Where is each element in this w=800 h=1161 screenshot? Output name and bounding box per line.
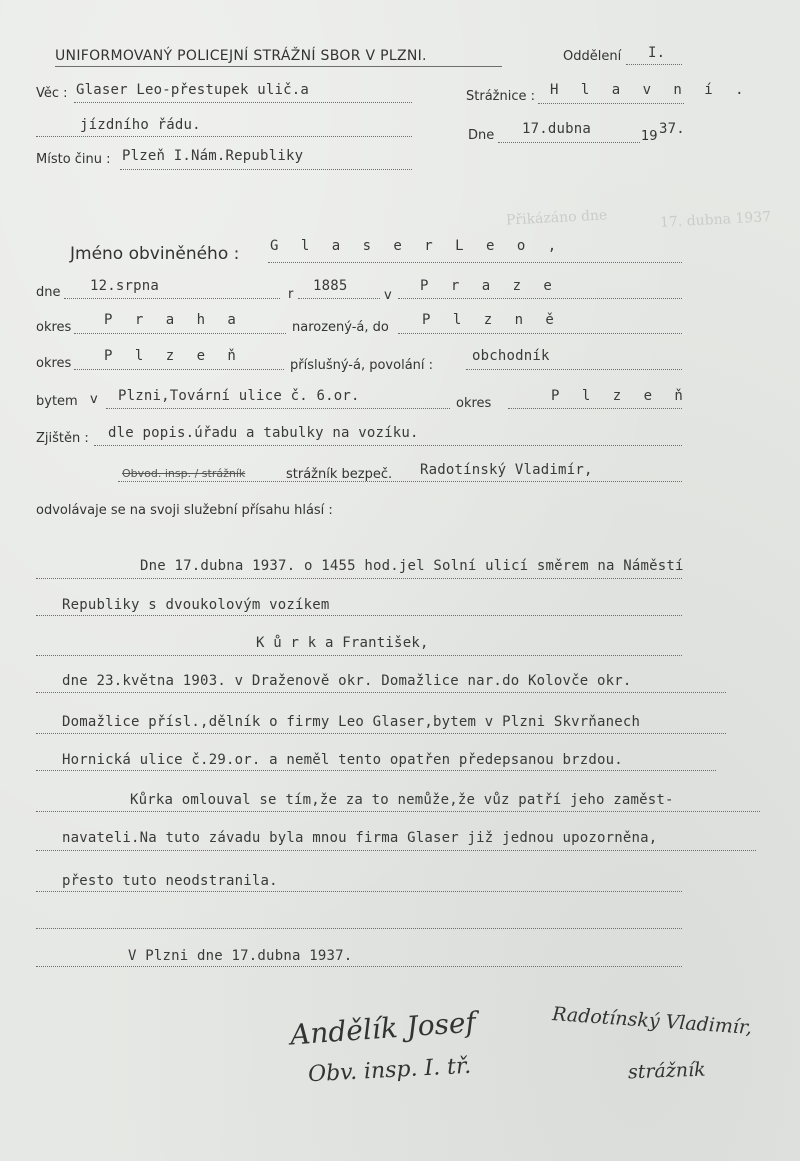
report-line: přesto tuto neodstranila.	[62, 873, 278, 889]
matter-label: Věc :	[36, 86, 68, 101]
location-value: Plzeň I.Nám.Republiky	[122, 148, 304, 164]
department-label: Oddělení	[563, 49, 622, 64]
residence-prefix: v	[90, 392, 98, 407]
officer-name: Radotínský Vladimír,	[420, 462, 593, 478]
year-prefix: 19	[641, 129, 658, 144]
residence-label: bytem	[36, 394, 78, 409]
page-title: UNIFORMOVANÝ POLICEJNÍ STRÁŽNÍ SBOR V PLZNI.	[55, 48, 427, 64]
station-label: Strážnice :	[466, 89, 535, 104]
residence-value: Plzni,Tovární ulice č. 6.or.	[118, 388, 360, 404]
officer-label: strážník bezpeč.	[286, 467, 393, 482]
born-year: 1885	[313, 278, 348, 294]
date-label: Dne	[468, 128, 495, 143]
station-value: H l a v n í .	[550, 82, 751, 98]
in-label: v	[384, 288, 392, 303]
right-signature-title: strážník	[627, 1058, 707, 1084]
report-line: dne 23.května 1903. v Draženově okr. Domažlice nar.do Kolovče okr.	[62, 673, 632, 689]
oath-text: odvolávaje se na svoji služební přísahu hlásí :	[36, 503, 333, 518]
report-line: Hornická ulice č.29.or. a neměl tento opatřen předepsanou brzdou.	[62, 752, 623, 768]
ghost-stamp-date: 17. dubna 1937	[659, 209, 772, 231]
matter-line1: Glaser Leo-přestupek ulič.a	[76, 82, 309, 98]
ghost-stamp-received: Přikázáno dne	[505, 207, 608, 229]
date-value: 17.dubna	[522, 121, 592, 137]
department-value: I.	[648, 45, 666, 61]
found-value: dle popis.úřadu a tabulky na vozíku.	[108, 425, 419, 441]
left-signature: Andělík Josef	[289, 1005, 477, 1052]
report-line: Republiky s dvoukolovým vozíkem	[62, 597, 330, 613]
born-date: 12.srpna	[90, 278, 160, 294]
year-label: r	[288, 287, 294, 302]
report-line: Dne 17.dubna 1937. o 1455 hod.jel Solní ulicí směrem na Náměstí	[140, 558, 684, 574]
district1-label: okres	[36, 320, 72, 335]
right-signature: Radotínský Vladimír,	[551, 1003, 753, 1039]
born-label: dne	[36, 285, 61, 300]
location-label: Místo činu :	[36, 152, 111, 167]
matter-line2: jízdního řádu.	[80, 117, 201, 133]
occupation-value: obchodník	[472, 348, 550, 364]
birth-value: P l z n ě	[422, 312, 561, 328]
report-line: navateli.Na tuto závadu byla mnou firma Glaser již jednou upozorněna,	[62, 830, 658, 846]
report-line: Kůrka omlouval se tím,že za to nemůže,že vůz patří jeho zaměst-	[130, 792, 674, 808]
born-place: P r a z e	[420, 278, 559, 294]
struck-rank: Obvod. insp. / strážník	[122, 467, 246, 480]
district3-value: P l z e ň	[551, 388, 690, 404]
accused-name-value: G l a s e r L e o ,	[270, 238, 564, 254]
belong-label: příslušný-á, povolání :	[290, 358, 434, 373]
report-line: Domažlice přísl.,dělník o firmy Leo Glaser,bytem v Plzni Skvrňanech	[62, 714, 641, 730]
birth-label: narozený-á, do	[292, 320, 389, 335]
left-signature-title: Obv. insp. I. tř.	[307, 1053, 472, 1088]
report-line: K ů r k a František,	[256, 635, 429, 651]
accused-name-label: Jméno obviněného :	[70, 244, 240, 264]
district1-value: P r a h a	[104, 312, 243, 328]
district2-value: P l z e ň	[104, 348, 243, 364]
year-suffix: 37.	[659, 121, 685, 137]
district2-label: okres	[36, 356, 72, 371]
found-label: Zjištěn :	[36, 431, 89, 446]
district3-label: okres	[456, 396, 492, 411]
place-date: V Plzni dne 17.dubna 1937.	[128, 948, 353, 964]
